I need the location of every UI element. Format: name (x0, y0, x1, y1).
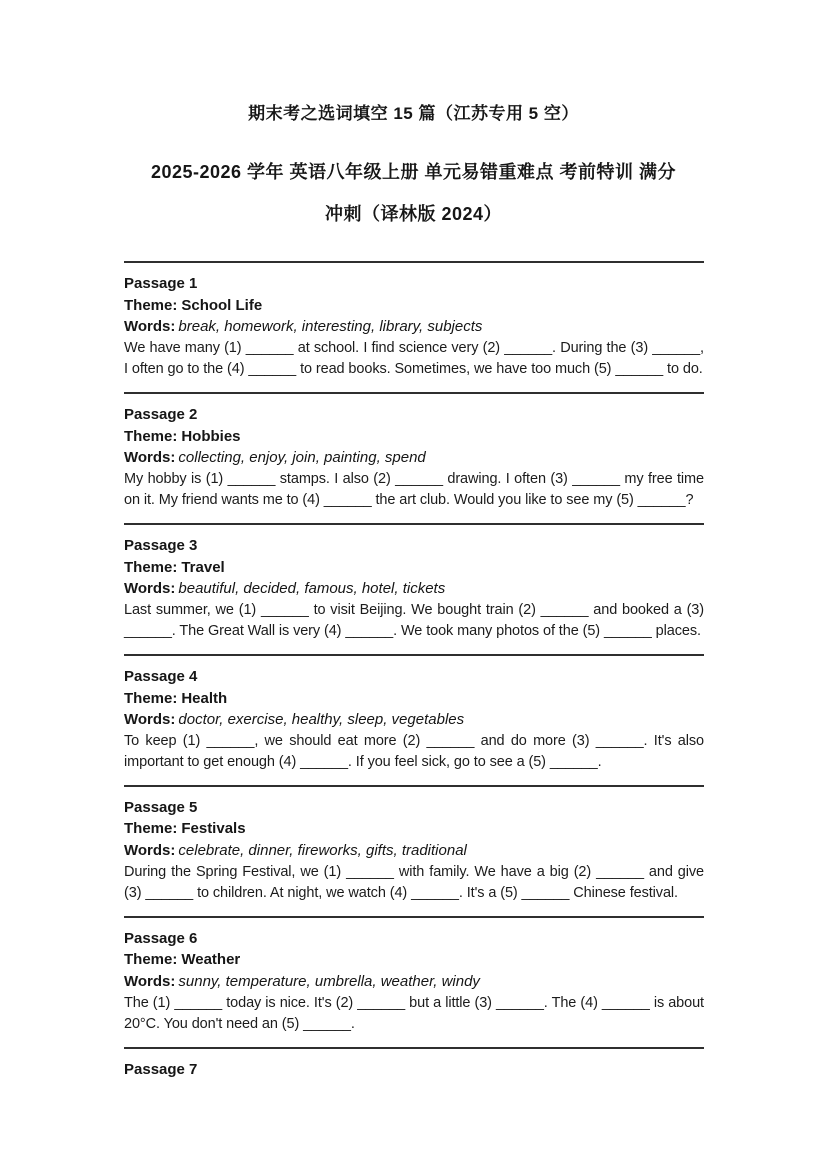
passage-theme (124, 295, 704, 317)
words-value: celebrate, dinner, fireworks, gifts, traditional (178, 842, 467, 860)
passage-label: Passage 7 (124, 1060, 198, 1078)
passage-text: We have many (1) ______ at school. I find science very (2) ______. During the (3) ______, I often go to the (4) ______ to read books. Sometimes, we have too much (5) ______ to do. (124, 339, 704, 378)
passage-label: Passage 4 (124, 667, 198, 685)
passage-theme (124, 426, 704, 448)
passage-label: Passage 1 (124, 275, 198, 292)
words-value: beautiful, decided, famous, hotel, tickets (178, 580, 446, 598)
words-label: Words: (124, 842, 176, 860)
words-value: doctor, exercise, healthy, sleep, vegetables (178, 711, 465, 729)
passage-theme (124, 688, 704, 710)
passage-1 (124, 261, 704, 392)
passage-text: My hobby is (1) ______ stamps. I also (2) ______ drawing. I often (3) ______ my free time on it. My friend wants me to (4) ______ the art club. Would you like to see my (5) ______? (124, 470, 704, 509)
passage-6 (124, 916, 704, 1047)
passage-4 (124, 654, 704, 785)
theme-value: Travel (181, 558, 225, 576)
words-label: Words: (124, 449, 176, 467)
document-header (0, 0, 827, 235)
words-label: Words: (124, 973, 176, 991)
passages-list (124, 261, 704, 1091)
theme-label: Theme: (124, 689, 178, 707)
words-label: Words: (124, 711, 176, 729)
document-title: 期末考之选词填空 15 篇（江苏专用 5 空） (248, 104, 579, 123)
passage-label: Passage 3 (124, 536, 198, 554)
passage-text: The (1) ______ today is nice. It's (2) ______ but a little (3) ______. The (4) ______ is about 20°C. You don't need an (5) ______. (124, 994, 704, 1033)
words-label: Words: (124, 318, 176, 336)
theme-value: Hobbies (181, 427, 241, 445)
passage-7 (124, 1047, 704, 1092)
theme-label: Theme: (124, 558, 178, 576)
passage-words (124, 840, 704, 862)
words-label: Words: (124, 580, 176, 598)
passage-label: Passage 5 (124, 798, 198, 816)
passage-text: During the Spring Festival, we (1) ______ with family. We have a big (2) ______ and give (3) ______ to children. At night, we watch (4) ______. It's a (5) ______ Chinese festival. (124, 863, 704, 902)
passage-theme (124, 557, 704, 579)
passage-words (124, 971, 704, 993)
passage-words (124, 709, 704, 731)
passage-3 (124, 523, 704, 654)
theme-label: Theme: (124, 951, 178, 969)
document-subtitle (0, 151, 827, 235)
theme-value: Weather (181, 951, 241, 969)
document-subtitle-line1: 2025-2026 学年 英语八年级上册 单元易错重难点 考前特训 满分 (150, 162, 677, 182)
passage-2 (124, 392, 704, 523)
theme-value: School Life (181, 296, 263, 314)
passage-text: Last summer, we (1) ______ to visit Beijing. We bought train (2) ______ and booked a (3) ______. The Great Wall is very (4) ______. We took many photos of the (5) ______ places. (124, 601, 704, 640)
passage-theme (124, 818, 704, 840)
document-subtitle-line2: 冲刺（译林版 2024） (324, 204, 503, 224)
theme-value: Health (181, 689, 228, 707)
theme-label: Theme: (124, 427, 178, 445)
theme-label: Theme: (124, 296, 178, 314)
theme-label: Theme: (124, 820, 178, 838)
passage-label: Passage 2 (124, 405, 198, 423)
words-value: collecting, enjoy, join, painting, spend (178, 449, 426, 467)
words-value: break, homework, interesting, library, subjects (178, 318, 483, 336)
theme-value: Festivals (181, 820, 246, 838)
passage-label: Passage 6 (124, 929, 198, 947)
words-value: sunny, temperature, umbrella, weather, windy (178, 973, 480, 991)
passage-words (124, 447, 704, 469)
passage-5 (124, 785, 704, 916)
passage-words (124, 578, 704, 600)
passage-text: To keep (1) ______, we should eat more (2) ______ and do more (3) ______. It's also important to get enough (4) ______. If you feel sick, go to see a (5) ______. (124, 732, 704, 771)
passage-words (124, 316, 704, 338)
passage-theme (124, 949, 704, 971)
